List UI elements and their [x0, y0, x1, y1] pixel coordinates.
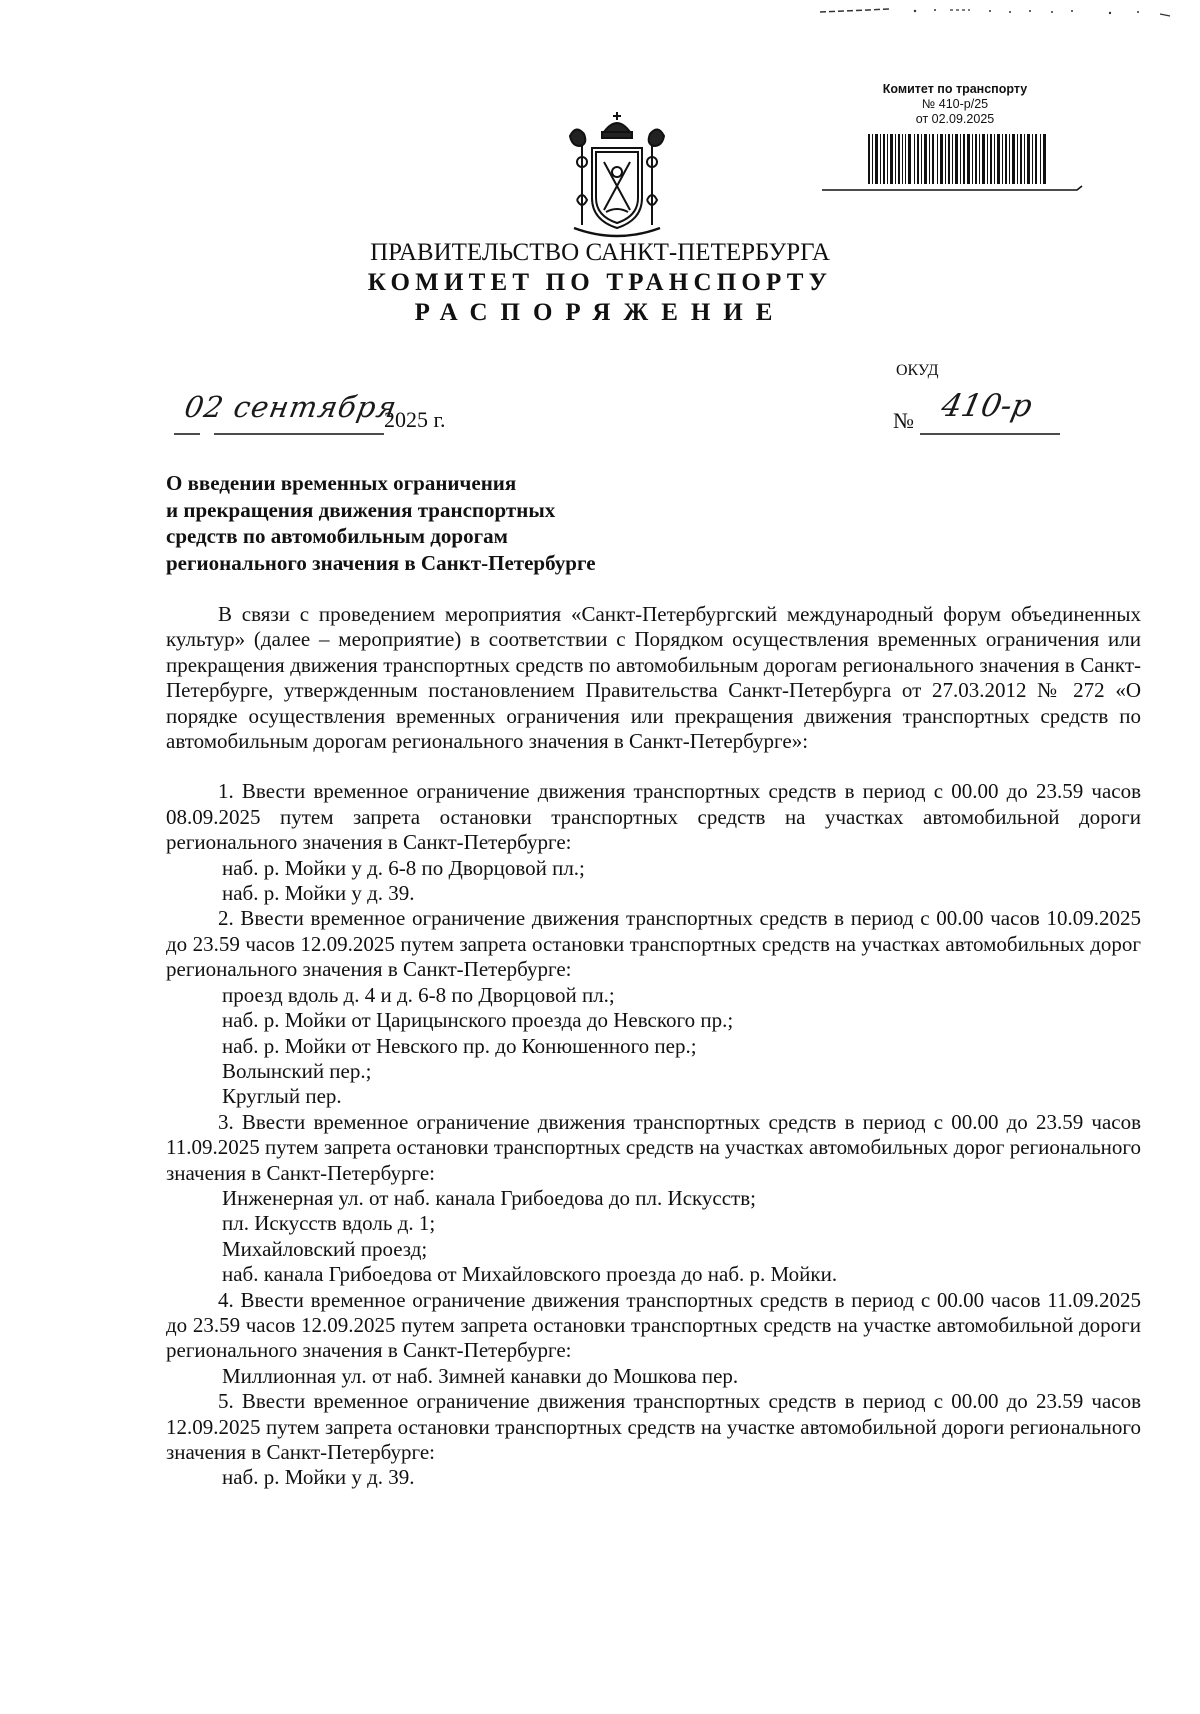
number-sign: №: [893, 408, 914, 433]
barcode: [822, 134, 1084, 192]
street-entry: Михайловский проезд;: [222, 1236, 428, 1261]
street-entry: Круглый пер.: [222, 1084, 342, 1109]
stamp-number: № 410-р/25: [921, 97, 989, 111]
street-entry: наб. р. Мойки от Царицынского проезда до Невского пр.;: [222, 1008, 734, 1033]
registration-stamp: [835, 82, 1075, 127]
handwritten-date: 02 сентября: [182, 390, 400, 424]
government-heading: ПРАВИТЕЛЬСТВО САНКТ-ПЕТЕРБУРГА: [370, 239, 830, 266]
street-entry: проезд вдоль д. 4 и д. 6-8 по Дворцовой пл.;: [222, 982, 615, 1007]
street-entry: Миллионная ул. от наб. Зимней канавки до Мошкова пер.: [222, 1363, 739, 1388]
scan-artifacts: [820, 4, 1180, 18]
order-item-3: 3. Ввести временное ограничение движения транспортных средств в период с 00.00 до 23.59 часов 11.09.2025 путем запрета остановки транспортных средств на участках автомобильных дорог регионального значения в Санкт-Петербурге:: [166, 1109, 1141, 1185]
date-year: 2025 г.: [384, 407, 446, 432]
street-entry: наб. р. Мойки от Невского пр. до Конюшенного пер.;: [222, 1033, 697, 1058]
street-entry: наб. р. Мойки у д. 6-8 по Дворцовой пл.;: [222, 855, 585, 880]
coat-of-arms-emblem: [562, 110, 672, 240]
okud-label: ОКУД: [896, 362, 939, 379]
title-line: регионального значения в Санкт-Петербурге: [166, 550, 596, 575]
order-item-2: 2. Ввести временное ограничение движения транспортных средств в период с 00.00 часов 10.09.2025 до 23.59 часов 12.09.2025 путем запрета остановки транспортных средств на участках автомобильных дорог регионального значения в Санкт-Петербурге:: [166, 906, 1141, 982]
committee-heading: КОМИТЕТ ПО ТРАНСПОРТУ: [367, 269, 833, 296]
order-item-4: 4. Ввести временное ограничение движения транспортных средств в период с 00.00 часов 11.09.2025 до 23.59 часов 12.09.2025 путем запрета остановки транспортных средств на участке автомобильной дороги регионального значения в Санкт-Петербурге:: [166, 1287, 1141, 1363]
handwritten-number: 410-р: [938, 388, 1036, 424]
preamble-paragraph: В связи с проведением мероприятия «Санкт-Петербургский международный форум объединенных культур» (далее – мероприятие) в соответствии с Порядком осуществления временных ограничения или прекращения движения транспортных средств по автомобильным дорогам регионального значения в Санкт-Петербурге, утвержденным постановлением Правительства Санкт-Петербурга от 27.03.2012 № 272 «О порядке осуществления временных ограничения или прекращения движения транспортных средств по автомобильным дорогам регионального значения в Санкт-Петербурге»:: [166, 602, 1141, 754]
street-entry: наб. р. Мойки у д. 39.: [222, 881, 415, 906]
document-body: [166, 602, 1141, 1491]
street-entry: Волынский пер.;: [222, 1058, 372, 1083]
street-entry: наб. р. Мойки у д. 39.: [222, 1465, 415, 1490]
title-line: О введении временных ограничения: [166, 471, 517, 495]
title-line: и прекращения движения транспортных: [166, 497, 556, 522]
stamp-date: от 02.09.2025: [915, 112, 995, 126]
order-item-5: 5. Ввести временное ограничение движения транспортных средств в период с 00.00 до 23.59 часов 12.09.2025 путем запрета остановки транспортных средств на участке автомобильной дороги регионального значения в Санкт-Петербурге:: [166, 1389, 1141, 1464]
stamp-committee: Комитет по транспорту: [882, 82, 1028, 96]
street-entry: наб. канала Грибоедова от Михайловского проезда до наб. р. Мойки.: [222, 1262, 838, 1287]
street-entry: пл. Искусств вдоль д. 1;: [222, 1211, 436, 1236]
document-title: [166, 470, 726, 576]
street-entry: Инженерная ул. от наб. канала Грибоедова до пл. Искусств;: [222, 1185, 756, 1210]
title-line: средств по автомобильным дорогам: [166, 524, 508, 548]
document-type-heading: РАСПОРЯЖЕНИЕ: [414, 299, 786, 326]
order-item-1: 1. Ввести временное ограничение движения транспортных средств в период с 00.00 до 23.59 часов 08.09.2025 путем запрета остановки транспортных средств на участках автомобильной дороги регионального значения в Санкт-Петербурге:: [166, 779, 1141, 855]
